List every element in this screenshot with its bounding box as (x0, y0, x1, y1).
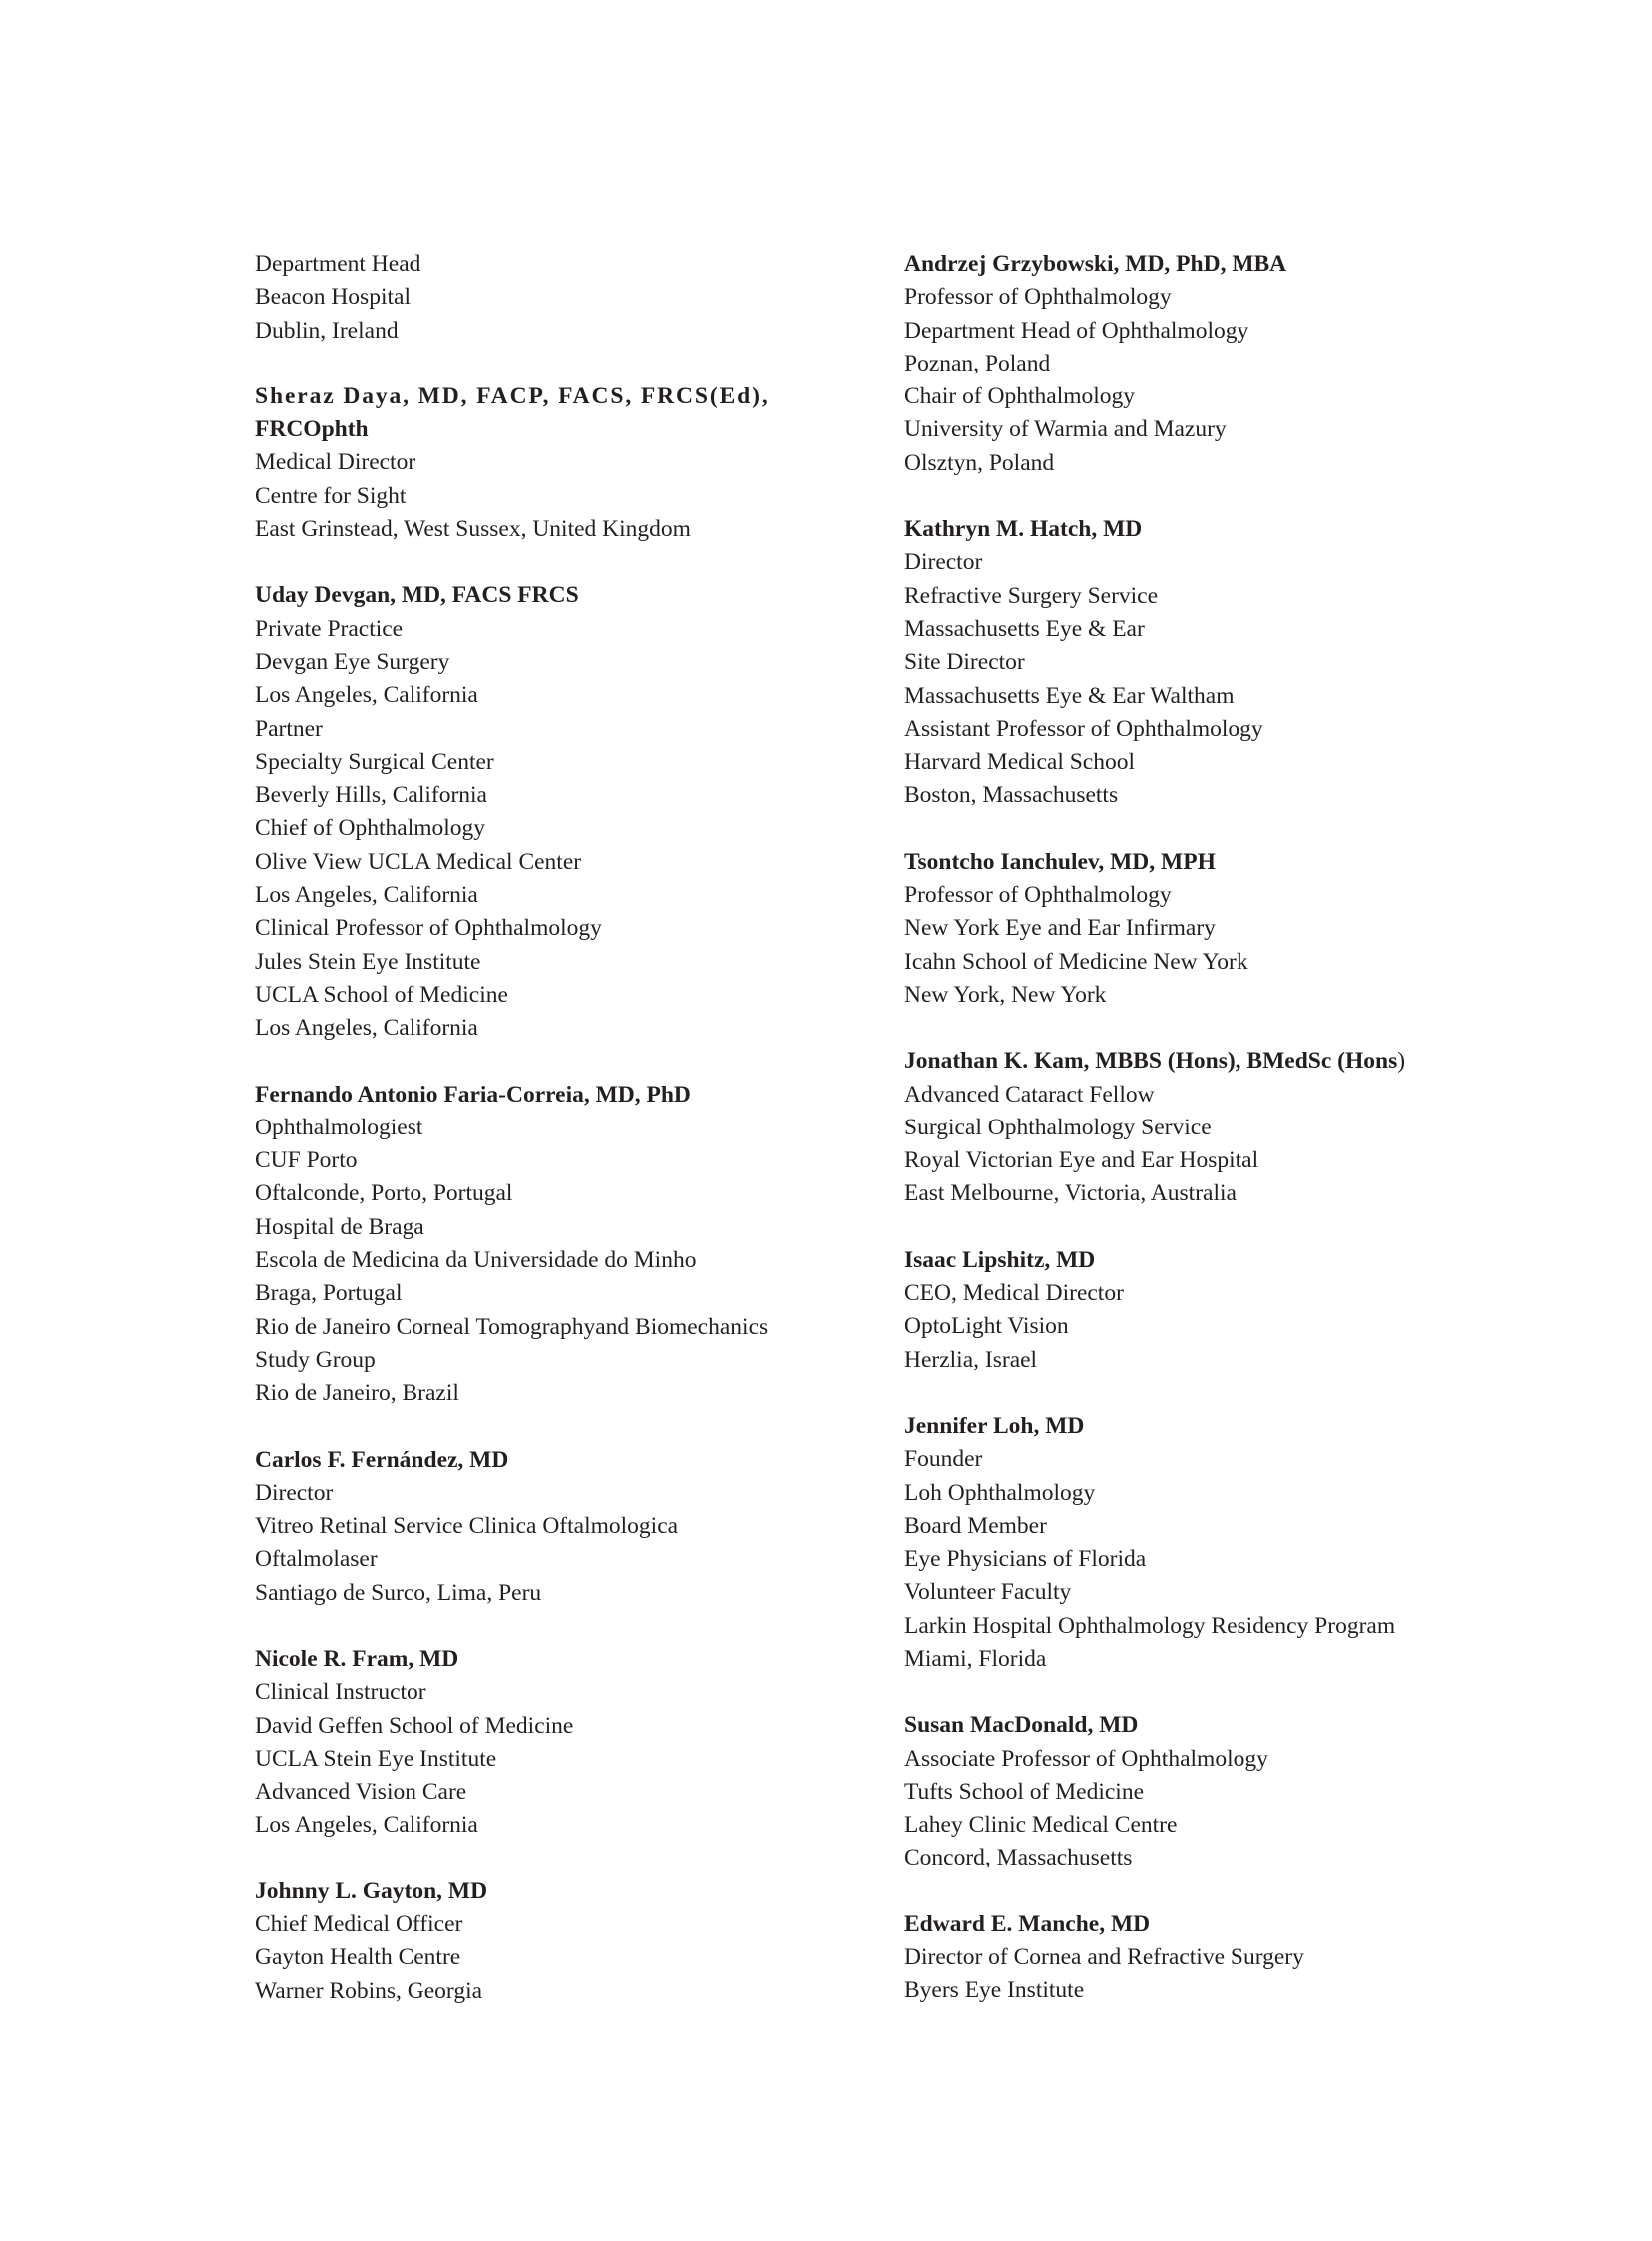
affiliation-line: Rio de Janeiro Corneal Tomographyand Biomechanics (255, 1313, 769, 1340)
affiliation-line: Chair of Ophthalmology (904, 383, 1136, 410)
affiliation-line: Los Angeles, California (255, 682, 478, 709)
affiliation-line: Tufts School of Medicine (904, 1778, 1145, 1805)
faculty-entry (255, 1643, 874, 1843)
faculty-entry (904, 1709, 1603, 1874)
affiliation-line: New York Eye and Ear Infirmary (904, 915, 1216, 942)
affiliation-line: Oftalmolaser (255, 1546, 378, 1573)
faculty-entry (904, 513, 1603, 813)
affiliation-line: Escola de Medicina da Universidade do Minho (255, 1247, 697, 1274)
affiliation-line: Refractive Surgery Service (904, 582, 1159, 609)
affiliation-line: Director of Cornea and Refractive Surgery (904, 1944, 1304, 1971)
faculty-name-tail: ) (1397, 1048, 1406, 1075)
affiliation-line: Lahey Clinic Medical Centre (904, 1812, 1178, 1839)
affiliation-line: Ophthalmologiest (255, 1114, 423, 1140)
faculty-name: Isaac Lipshitz, MD (904, 1246, 1096, 1273)
affiliation-line: Massachusetts Eye & Ear (904, 615, 1145, 642)
affiliation-line: Warner Robins, Georgia (255, 1977, 483, 2004)
affiliation-line: Advanced Vision Care (255, 1779, 467, 1806)
faculty-entry (255, 248, 874, 348)
affiliation-line: Royal Victorian Eye and Ear Hospital (904, 1147, 1259, 1174)
affiliation-line: Specialty Surgical Center (255, 748, 494, 775)
affiliation-line: Los Angeles, California (255, 1015, 478, 1042)
affiliation-line: Olsztyn, Poland (904, 449, 1055, 476)
affiliation-line: Gayton Health Centre (255, 1944, 461, 1971)
affiliation-line: Oftalconde, Porto, Portugal (255, 1180, 513, 1207)
affiliation-line: Private Practice (255, 615, 404, 642)
affiliation-line: Miami, Florida (904, 1645, 1047, 1672)
affiliation-line: Byers Eye Institute (904, 1977, 1085, 2004)
affiliation-line: CUF Porto (255, 1147, 358, 1174)
affiliation-line: Massachusetts Eye & Ear Waltham (904, 682, 1235, 709)
faculty-name: Tsontcho Ianchulev, MD, MPH (904, 848, 1216, 875)
affiliation-line: Site Director (904, 649, 1025, 676)
affiliation-line: Assistant Professor of Ophthalmology (904, 715, 1263, 742)
affiliation-line: Icahn School of Medicine New York (904, 948, 1248, 975)
affiliation-line: Beverly Hills, California (255, 782, 487, 809)
affiliation-line: Rio de Janeiro, Brazil (255, 1380, 459, 1407)
faculty-name: FRCOphth (255, 416, 369, 443)
affiliation-line: Eye Physicians of Florida (904, 1546, 1147, 1573)
affiliation-line: CEO, Medical Director (904, 1280, 1124, 1307)
affiliation-line: Olive View UCLA Medical Center (255, 848, 582, 875)
faculty-entry (255, 579, 874, 1045)
affiliation-line: Director (255, 1479, 334, 1506)
affiliation-line: Study Group (255, 1346, 376, 1373)
faculty-name: Carlos F. Fernández, MD (255, 1446, 509, 1473)
affiliation-line: UCLA School of Medicine (255, 981, 508, 1008)
affiliation-line: Department Head (255, 251, 421, 277)
affiliation-line: Loh Ophthalmology (904, 1479, 1096, 1506)
affiliation-line: New York, New York (904, 981, 1107, 1008)
affiliation-line: Braga, Portugal (255, 1280, 403, 1307)
faculty-entry (904, 1045, 1603, 1210)
affiliation-line: Jules Stein Eye Institute (255, 948, 481, 975)
faculty-name: Fernando Antonio Faria-Correia, MD, PhD (255, 1081, 691, 1108)
affiliation-line: Larkin Hospital Ophthalmology Residency Program (904, 1612, 1396, 1639)
faculty-name: Sheraz Daya, MD, FACP, FACS, FRCS(Ed), (255, 382, 770, 409)
affiliation-line: Volunteer Faculty (904, 1579, 1072, 1606)
affiliation-line: Board Member (904, 1512, 1047, 1539)
affiliation-line: Partner (255, 715, 323, 742)
affiliation-line: Professor of Ophthalmology (904, 882, 1172, 909)
affiliation-line: OptoLight Vision (904, 1313, 1069, 1340)
faculty-entry (255, 380, 874, 546)
faculty-name (904, 1045, 1603, 1078)
faculty-entry (255, 1444, 874, 1610)
affiliation-line: Clinical Instructor (255, 1679, 426, 1706)
affiliation-line: Dublin, Ireland (255, 317, 399, 344)
affiliation-line: East Melbourne, Victoria, Australia (904, 1180, 1237, 1207)
faculty-entry (904, 1244, 1603, 1377)
affiliation-line: Santiago de Surco, Lima, Peru (255, 1579, 542, 1606)
affiliation-line: Advanced Cataract Fellow (904, 1081, 1155, 1108)
affiliation-line: Associate Professor of Ophthalmology (904, 1745, 1268, 1772)
affiliation-line: Los Angeles, California (255, 1812, 478, 1839)
affiliation-line: Hospital de Braga (255, 1213, 424, 1240)
faculty-name: Nicole R. Fram, MD (255, 1645, 459, 1672)
affiliation-line: Clinical Professor of Ophthalmology (255, 915, 602, 942)
affiliation-line: Surgical Ophthalmology Service (904, 1114, 1212, 1140)
faculty-entry (904, 1908, 1603, 2008)
faculty-name: Andrzej Grzybowski, MD, PhD, MBA (904, 251, 1287, 277)
faculty-name: Uday Devgan, MD, FACS FRCS (255, 582, 579, 609)
affiliation-line: Boston, Massachusetts (904, 782, 1119, 809)
affiliation-line: Vitreo Retinal Service Clinica Oftalmologica (255, 1513, 679, 1540)
affiliation-line: Director (904, 549, 983, 576)
faculty-name: Edward E. Manche, MD (904, 1910, 1151, 1937)
faculty-name: Johnny L. Gayton, MD (255, 1877, 488, 1904)
affiliation-line: University of Warmia and Mazury (904, 416, 1227, 443)
affiliation-line: David Geffen School of Medicine (255, 1712, 574, 1739)
affiliation-line: Centre for Sight (255, 482, 407, 509)
right-column (904, 248, 1603, 2041)
faculty-entry (255, 1875, 874, 2008)
affiliation-line: Founder (904, 1446, 983, 1473)
affiliation-line: UCLA Stein Eye Institute (255, 1745, 497, 1772)
affiliation-line: Poznan, Poland (904, 350, 1051, 376)
affiliation-line: Chief of Ophthalmology (255, 815, 486, 842)
faculty-entry (904, 1410, 1603, 1676)
faculty-name: Jennifer Loh, MD (904, 1412, 1085, 1439)
faculty-name: Susan MacDonald, MD (904, 1712, 1139, 1739)
left-column (255, 248, 874, 2041)
affiliation-line: Concord, Massachusetts (904, 1845, 1133, 1871)
faculty-name: Kathryn M. Hatch, MD (904, 516, 1143, 543)
affiliation-line: Harvard Medical School (904, 749, 1136, 776)
affiliation-line: Medical Director (255, 449, 416, 476)
affiliation-line: Department Head of Ophthalmology (904, 317, 1249, 344)
affiliation-line: Los Angeles, California (255, 882, 478, 909)
faculty-entry (904, 248, 1603, 480)
faculty-entry (904, 846, 1603, 1012)
faculty-entry (255, 1079, 874, 1411)
faculty-name-bold: Jonathan K. Kam, MBBS (Hons), BMedSc (Hons (904, 1048, 1398, 1075)
affiliation-line: Professor of Ophthalmology (904, 284, 1172, 311)
affiliation-line: East Grinstead, West Sussex, United Kingdom (255, 516, 691, 543)
affiliation-line: Devgan Eye Surgery (255, 648, 450, 675)
affiliation-line: Herzlia, Israel (904, 1346, 1038, 1373)
affiliation-line: Chief Medical Officer (255, 1911, 463, 1938)
affiliation-line: Beacon Hospital (255, 284, 411, 311)
